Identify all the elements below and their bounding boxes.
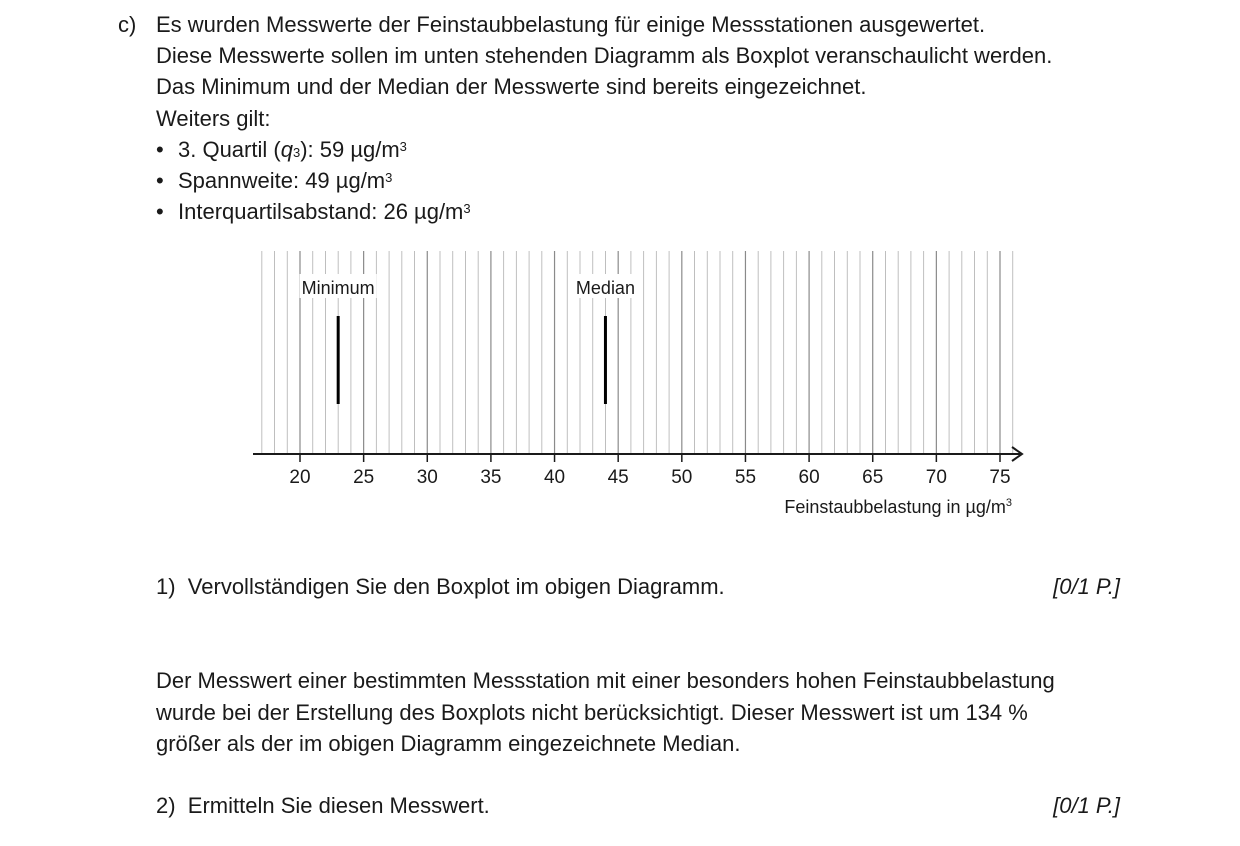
x-tick-label: 45 xyxy=(607,467,629,488)
task1 xyxy=(156,571,725,602)
intro-line-4: Weiters gilt: xyxy=(156,106,271,131)
subscript: 3 xyxy=(292,145,301,160)
part-label: c) xyxy=(118,12,137,37)
x-tick-label: 25 xyxy=(353,467,375,488)
x-tick-label: 30 xyxy=(416,467,438,488)
superscript: 3 xyxy=(399,139,407,154)
x-axis-label: Feinstaubbelastung in $\mu g/m^3$ xyxy=(784,497,1012,517)
paragraph2-line-3: größer als der im obigen Diagramm eingezeichnete Median. xyxy=(156,731,741,756)
x-tick-label: 70 xyxy=(925,467,947,488)
intro-line-2: Diese Messwerte sollen im unten stehenden Diagramm als Boxplot veranschaulicht werden. xyxy=(156,43,1053,68)
task2-text: Ermitteln Sie diesen Messwert. xyxy=(187,793,490,818)
x-axis xyxy=(253,447,1022,461)
bullet-dot: • xyxy=(156,168,164,193)
bullet-text: Spannweite: 49 µg/m xyxy=(178,168,386,193)
x-tick-label: 20 xyxy=(289,467,311,488)
x-tick-label: 75 xyxy=(989,467,1011,488)
x-tick-label: 40 xyxy=(543,467,566,488)
x-tick-label: 35 xyxy=(480,467,502,488)
intro-line-1: Es wurden Messwerte der Feinstaubbelastung für einige Messstationen ausgewertet. xyxy=(156,12,986,37)
bullet-dot: • xyxy=(156,137,164,162)
task2-number: 2) xyxy=(156,793,176,818)
bullet-text: Interquartilsabstand: 26 µg/m xyxy=(178,199,464,224)
superscript: 3 xyxy=(385,170,393,185)
var-q: q xyxy=(280,137,293,162)
task1-number: 1) xyxy=(156,574,176,599)
intro-line-3: Das Minimum und der Median der Messwerte sind bereits eingezeichnet. xyxy=(156,74,867,99)
paragraph2-line-2: wurde bei der Erstellung des Boxplots nicht berücksichtigt. Dieser Messwert ist um 134 % xyxy=(156,700,1028,725)
superscript: 3 xyxy=(463,201,471,216)
x-tick-label: 50 xyxy=(671,467,693,488)
bullet-dot: • xyxy=(156,199,164,224)
markers xyxy=(300,274,637,404)
x-tick-label: 60 xyxy=(798,467,820,488)
bullet-text: 3. Quartil ( xyxy=(178,137,281,162)
x-tick-label: 55 xyxy=(734,467,757,488)
task1-text: Vervollständigen Sie den Boxplot im obigen Diagramm. xyxy=(187,574,725,599)
task1-points: [0/1 P.] xyxy=(1053,574,1120,599)
median-label: Median xyxy=(575,278,635,298)
task2-points: [0/1 P.] xyxy=(1053,793,1120,818)
x-tick-label: 65 xyxy=(862,467,884,488)
tick-labels xyxy=(289,454,1010,488)
bullet-text: ): 59 µg/m xyxy=(300,137,400,162)
task2 xyxy=(156,790,490,821)
paragraph2-line-1: Der Messwert einer bestimmten Messstation mit einer besonders hohen Feinstaubbelastung xyxy=(156,668,1055,693)
minimum-label: Minimum xyxy=(301,278,375,298)
